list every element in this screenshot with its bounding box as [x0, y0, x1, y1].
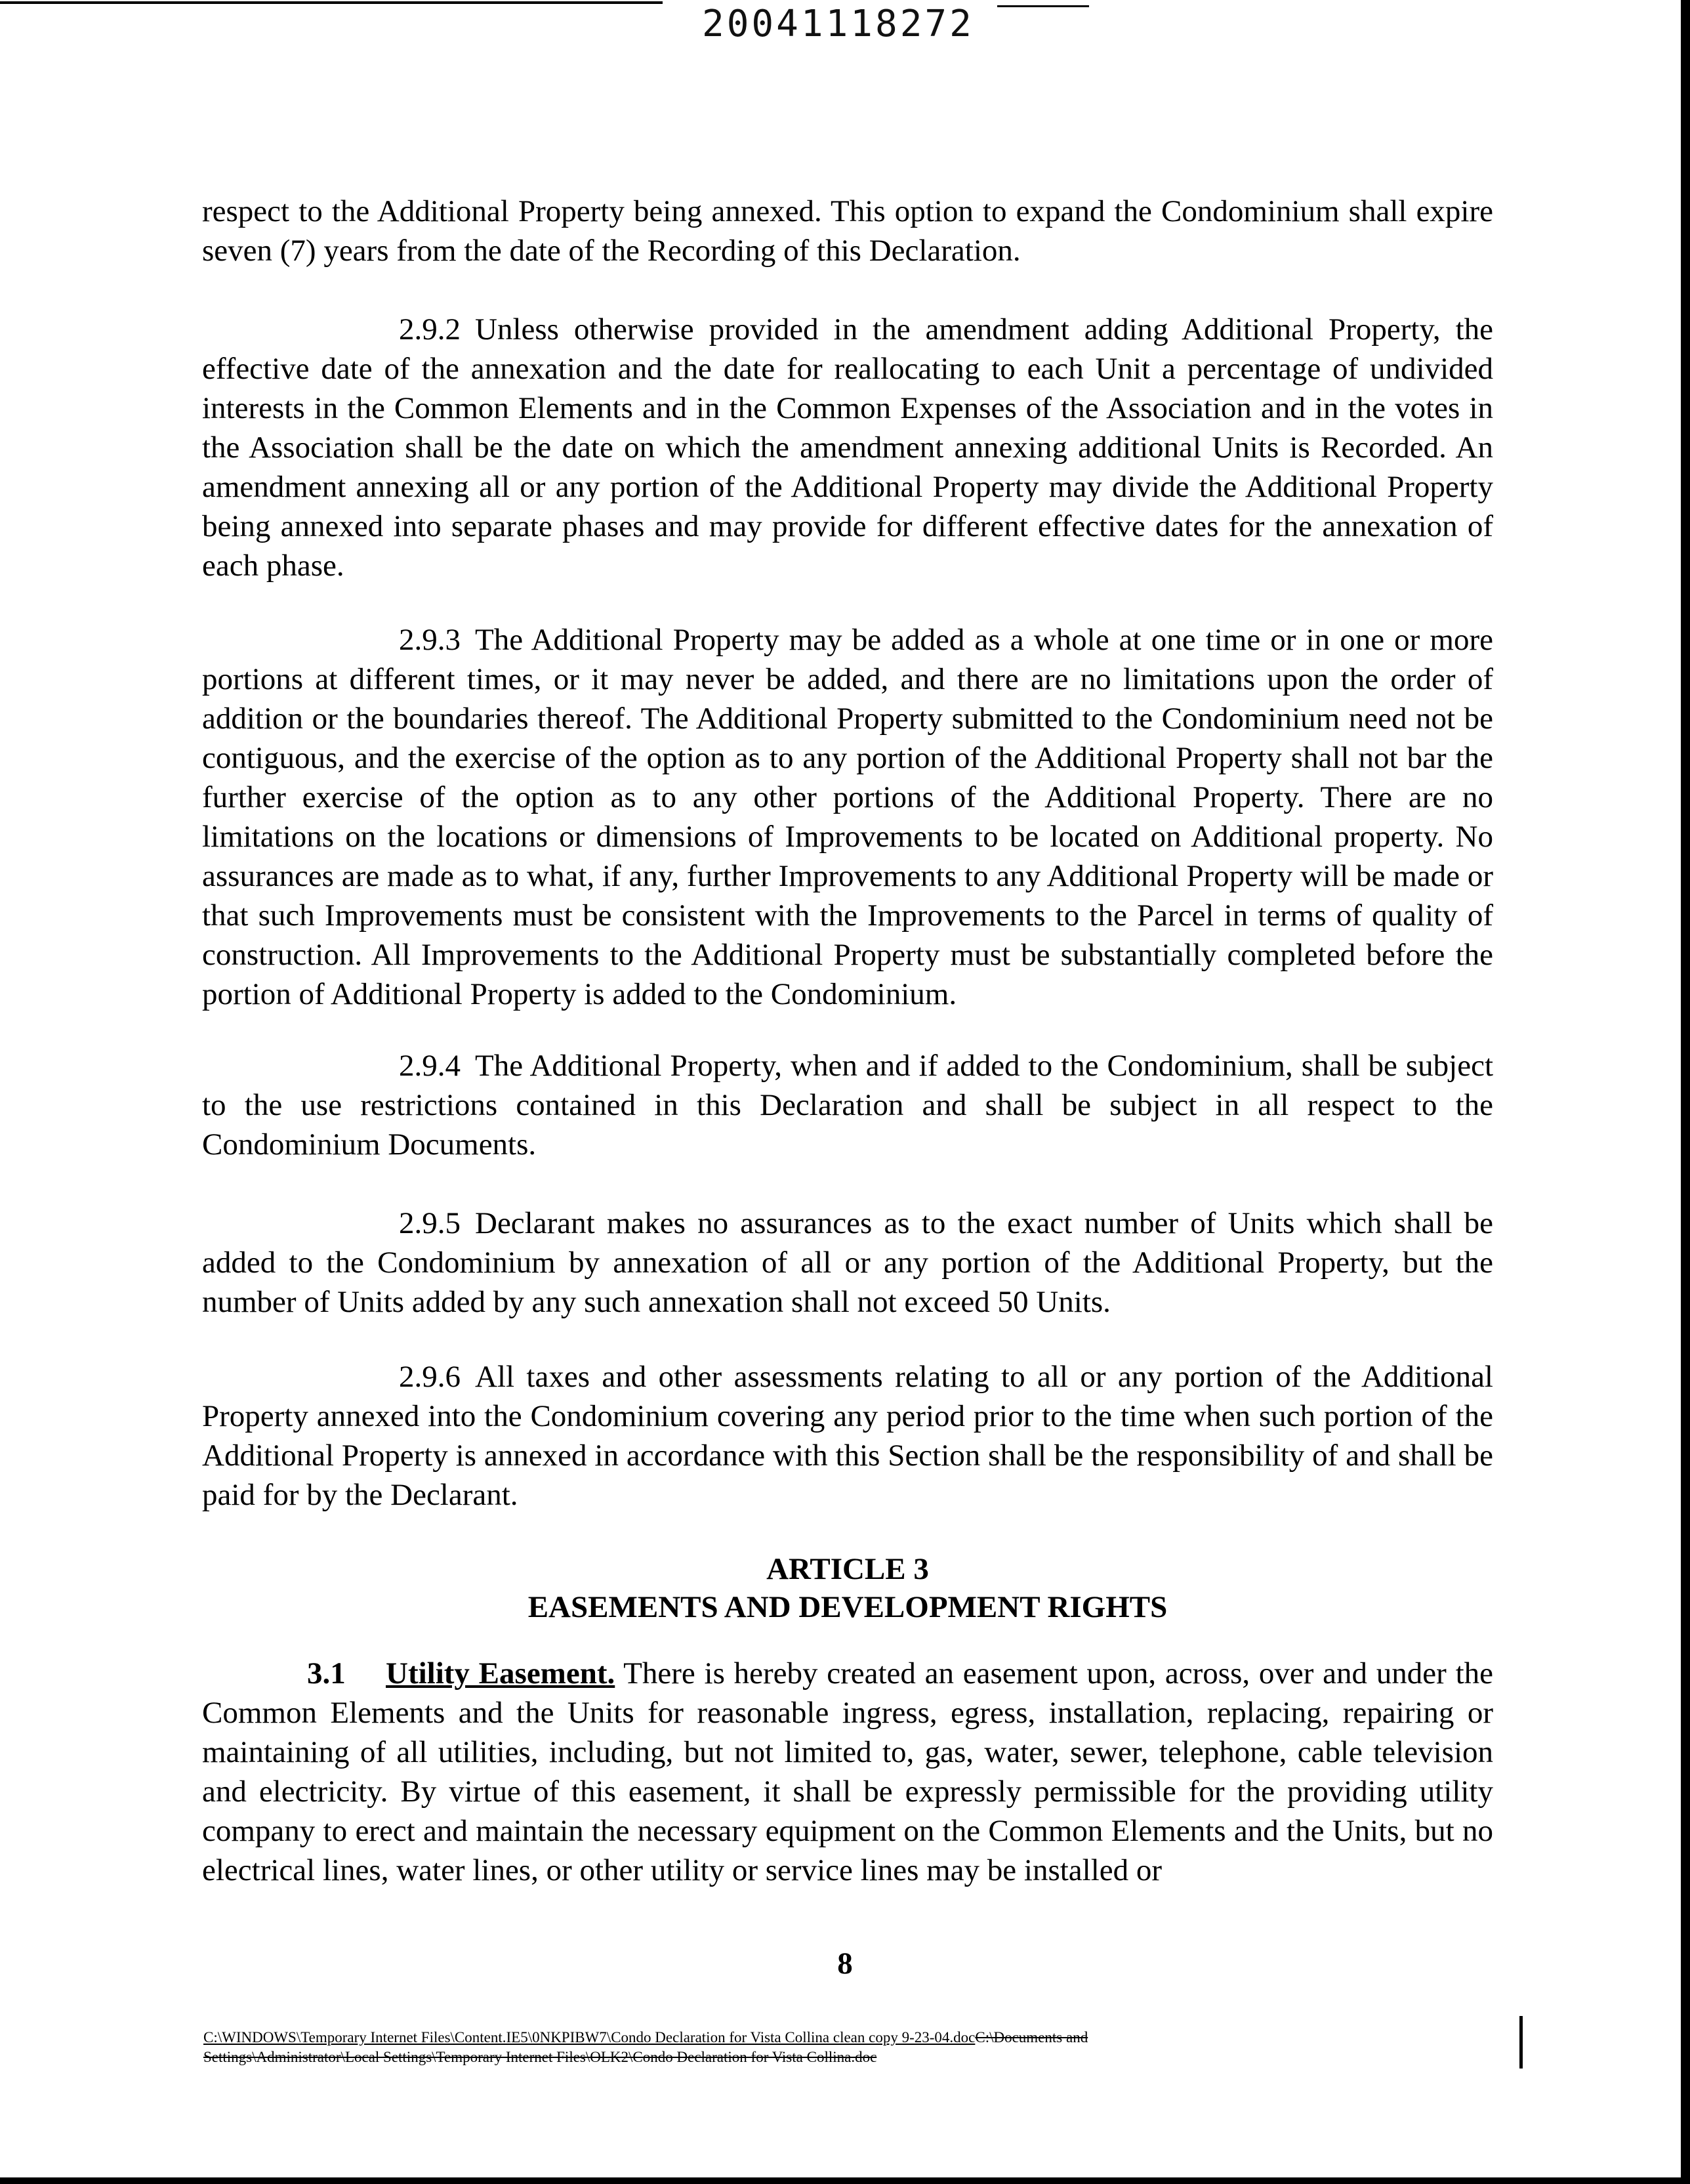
section-number: 2.9.4 [399, 1049, 461, 1083]
paragraph-2-9-6 [202, 1357, 1493, 1515]
paragraph-2-9-3 [202, 620, 1493, 1014]
article-title: ARTICLE 3 [766, 1552, 929, 1586]
paragraph-3-1 [202, 1654, 1493, 1890]
paragraph-continued [202, 192, 1493, 270]
scan-top-rule [0, 1, 663, 4]
paragraph-text: respect to the Additional Property being annexed. This option to expand the Condominium shall expire seven (7) years from the date of the Recording of this Declaration. [202, 194, 1493, 268]
paragraph-text: The Additional Property, when and if added to the Condominium, shall be subject to the use restrictions contained in this Declaration and shall be subject in all respect to the Condominium Documents. [202, 1049, 1493, 1162]
scan-right-border [1681, 0, 1690, 2184]
section-number: 2.9.5 [399, 1206, 461, 1240]
scan-top-rule-short [997, 5, 1089, 7]
section-number: 2.9.2 [399, 312, 461, 346]
footer-path-deleted: C:\Documents and [975, 2029, 1088, 2046]
paragraph-2-9-4 [202, 1046, 1493, 1164]
section-number: 2.9.6 [399, 1360, 461, 1394]
document-number-stamp: 20041118272 [702, 3, 974, 45]
paragraph-text: Declarant makes no assurances as to the exact number of Units which shall be added to the Condominium by annexation of all or any portion of the Additional Property, but the number of Units added by any such annexation shall not exceed 50 Units. [202, 1206, 1493, 1319]
section-title: Utility Easement. [386, 1656, 615, 1690]
section-number: 2.9.3 [399, 623, 461, 657]
section-number: 3.1 [307, 1656, 346, 1690]
paragraph-text: Unless otherwise provided in the amendment adding Additional Property, the effective date of the annexation and the date for reallocating to each Unit a percentage of undivided interests in the Common Elements and in the Common Expenses of the Association and in the votes in the Association shall be the date on which the amendment annexing additional Units is Recorded. An amendment annexing all or any portion of the Additional Property may divide the Additional Property being annexed into separate phases and may provide for different effective dates for the annexation of each phase. [202, 312, 1493, 583]
footer-path-current: C:\WINDOWS\Temporary Internet Files\Content.IE5\0NKPIBW7\Condo Declaration for Vista Collina clean copy 9-23-04.doc [203, 2029, 976, 2046]
article-subtitle: EASEMENTS AND DEVELOPMENT RIGHTS [527, 1590, 1168, 1624]
revision-bar [1519, 2016, 1523, 2068]
paragraph-text: There is hereby created an easement upon, across, over and under the Common Elements and the Units for reasonable ingress, egress, installation, replacing, repairing or maintaining of all utilities, including, but not limited to, gas, water, sewer, telephone, cable television and electricity. By virtue of this easement, it shall be expressly permissible for the providing utility company to erect and maintain the necessary equipment on the Common Elements and the Units, but no electrical lines, water lines, or other utility or service lines may be installed or [202, 1656, 1493, 1887]
footer-file-path-continued [203, 2048, 1450, 2067]
footer-path-deleted: Settings\Administrator\Local Settings\Temporary Internet Files\OLK2\Condo Declaration for Vista Collina.doc [203, 2049, 877, 2065]
paragraph-text: All taxes and other assessments relating to all or any portion of the Additional Property annexed into the Condominium covering any period prior to the time when such portion of the Additional Property is annexed in accordance with this Section shall be the responsibility of and shall be paid for by the Declarant. [202, 1360, 1493, 1512]
page-number: 8 [837, 1946, 853, 1981]
scan-bottom-border [0, 2177, 1690, 2184]
paragraph-2-9-2 [202, 310, 1493, 585]
paragraph-text: The Additional Property may be added as a whole at one time or in one or more portions at different times, or it may never be added, and there are no limitations upon the order of addition or the boundaries thereof. The Additional Property submitted to the Condominium need not be contiguous, and the exercise of the option as to any portion of the Additional Property shall not bar the further exercise of the option as to any other portions of the Additional Property. There are no limitations on the locations or dimensions of Improvements to be located on Additional property. No assurances are made as to what, if any, further Improvements to any Additional Property will be made or that such Improvements must be consistent with the Improvements to the Parcel in terms of quality of construction. All Improvements to the Additional Property must be substantially completed before the portion of Additional Property is added to the Condominium. [202, 623, 1493, 1011]
paragraph-2-9-5 [202, 1204, 1493, 1322]
footer-file-path [203, 2028, 1450, 2048]
